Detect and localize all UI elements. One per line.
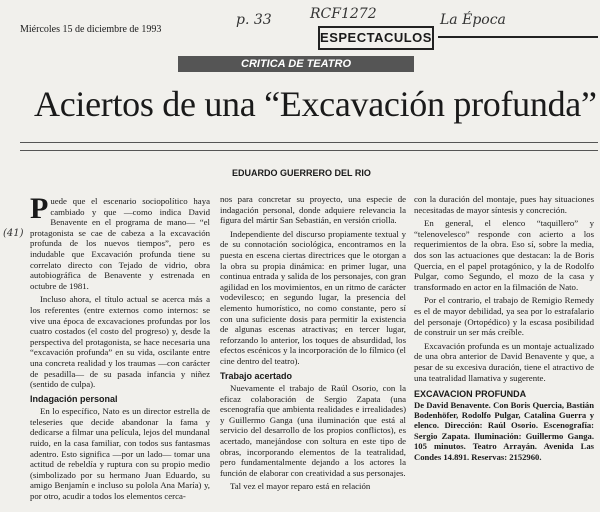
subheading: Indagación personal (30, 393, 118, 404)
paragraph: Tal vez el mayor reparo está en relación (230, 481, 371, 492)
handwritten-archive-code: RCF1272 (310, 6, 377, 22)
publication-date: Miércoles 15 de diciembre de 1993 (20, 24, 162, 35)
credits-box (414, 389, 594, 462)
byline: EDUARDO GUERRERO DEL RIO (232, 168, 371, 178)
paragraph: Nuevamente el trabajo de Raúl Osorio, con la eficaz colaboración de Sergio Zapata (una escenografía que ambienta realidades e irrealidades) y Guillermo Ganga (una iluminación que está al servicio del desarrollo de los propios conflictos), es acertado, manejándose con soltura en este tipo de obras, incorporando elementos de la teatralidad, pero fundamentalmente dejando a los actores la función de elaborar con creatividad a sus personajes. (220, 383, 406, 478)
title-rule-bottom (20, 150, 598, 151)
article-title: Aciertos de una “Excavación profunda” (34, 84, 597, 124)
paragraph: Excavación profunda es un montaje actualizado de una obra anterior de David Benavente y que, a pesar de su excesiva duración, tiene el atractivo de una teatralidad llamativa y sugerente. (414, 340, 594, 383)
subheading: Trabajo acertado (220, 370, 293, 381)
title-rule-top (20, 142, 598, 143)
credits-title: EXCAVACION PROFUNDA (414, 389, 527, 400)
kicker-banner: CRITICA DE TEATRO (178, 56, 414, 72)
paragraph: nos para concretar su proyecto, una especie de indagación personal, donde adquiere relevancia la figura del mártir San Sebastián, en versión criolla. (220, 194, 406, 226)
article-column-1 (30, 192, 210, 505)
article-column-3 (414, 194, 594, 462)
section-rule (438, 36, 598, 38)
paragraph: En general, el elenco “taquillero” y “telenovelesco” responde con acierto a los requerimientos de la obra. Eso sí, sobre la media, dos son las actuaciones que destacan: la de Boris Quercia, en el papel protagónico, y la de Rodolfo Pulgar, como Segundo, el mozo de la casa y transformado en actor en la filmación de Nato. (414, 218, 594, 292)
paragraph (30, 192, 210, 291)
paragraph: con la duración del montaje, pues hay situaciones necesitadas de mayor síntesis y concreción. (414, 194, 594, 215)
paragraph: Incluso ahora, el título actual se acerca más a los referentes (entre externos como internos: se vive una época de excavaciones profundas por los cuatro costados (el costo del progreso) y, desde la perspectiva del protagonista, se hace necesaria una “excavación profunda” en su vida, oscilante entre una concreta realidad y los traumas —con carácter de pesadilla— de su pasada infancia y niñez (sentido de culpa). (30, 294, 210, 390)
section-label: ESPECTACULOS (318, 26, 434, 50)
margin-note: (41) (3, 228, 24, 239)
handwritten-page-number: p. 33 (236, 12, 272, 28)
credits-body: De David Benavente. Con Boris Quercia, Bastián Bodenhöfer, Rodolfo Pulgar, Catalina Guerra y elenco. Dirección: Raúl Osorio. Escenografía: Sergio Zapata. Iluminación: Guillermo Ganga. 105 minutos. Teatro Arrayán. Avenida Las Condes 14.891. Reservas: 2152960. (414, 399, 594, 462)
paragraph: En lo específico, Nato es un director estrella de teleseries que decide abandonar la fama y dedicarse a filmar una película, lejos del mundanal ruido, en la casa familiar, con todos sus fantasmas adentro. Esto significa —por un lado— tomar una actitud de rebeldía y ruptura con su propio medio (simbolizado por su hermano Juan Eduardo, su amigo Benjamín e incluso su polola Ana María) y, por otro, acudir a todos los elementos cerca- (30, 406, 210, 502)
paragraph-text: uede que el escenario sociopolítico haya cambiado y que —como indica David Benavente en el programa de mano— “el protagonista se cae de cabeza a la excavación profunda de los nuevos tiempos”, pero es indudable que Excavación profunda tiene su correlato directo con Tejado de vidrio, obra autobiográfica de Benavente y estrenada en octubre de 1981. (30, 196, 210, 291)
handwritten-source: La Época (440, 12, 506, 28)
paragraph: Independiente del discurso propiamente textual y de su connotación sociológica, encontramos en la puesta en escena ciertas directrices que le otorgan a la obra su propia dinámica: en primer lugar, una continua entrada y salida de los personajes, con gran agilidad en los movimientos, en un ritmo de carácter vodevilesco; en segundo lugar, la presencia del elemento humorístico, no como constante, pero sí con una suficiente dosis para permitir la existencia de algunas escenas atractivas; en tercer lugar, reforzando lo anterior, los toques de absurdidad, los efectos escénicos y la incorporación de lo fílmico (el cine dentro del teatro). (220, 228, 406, 366)
article-column-2 (220, 194, 406, 495)
dropcap: P (30, 192, 49, 225)
paragraph: Por el contrario, el trabajo de Remigio Remedy es el de mayor debilidad, ya sea por lo estrafalario del personaje (Ortopédico) y la escasa posibilidad de construir un ser más creíble. (414, 295, 594, 338)
